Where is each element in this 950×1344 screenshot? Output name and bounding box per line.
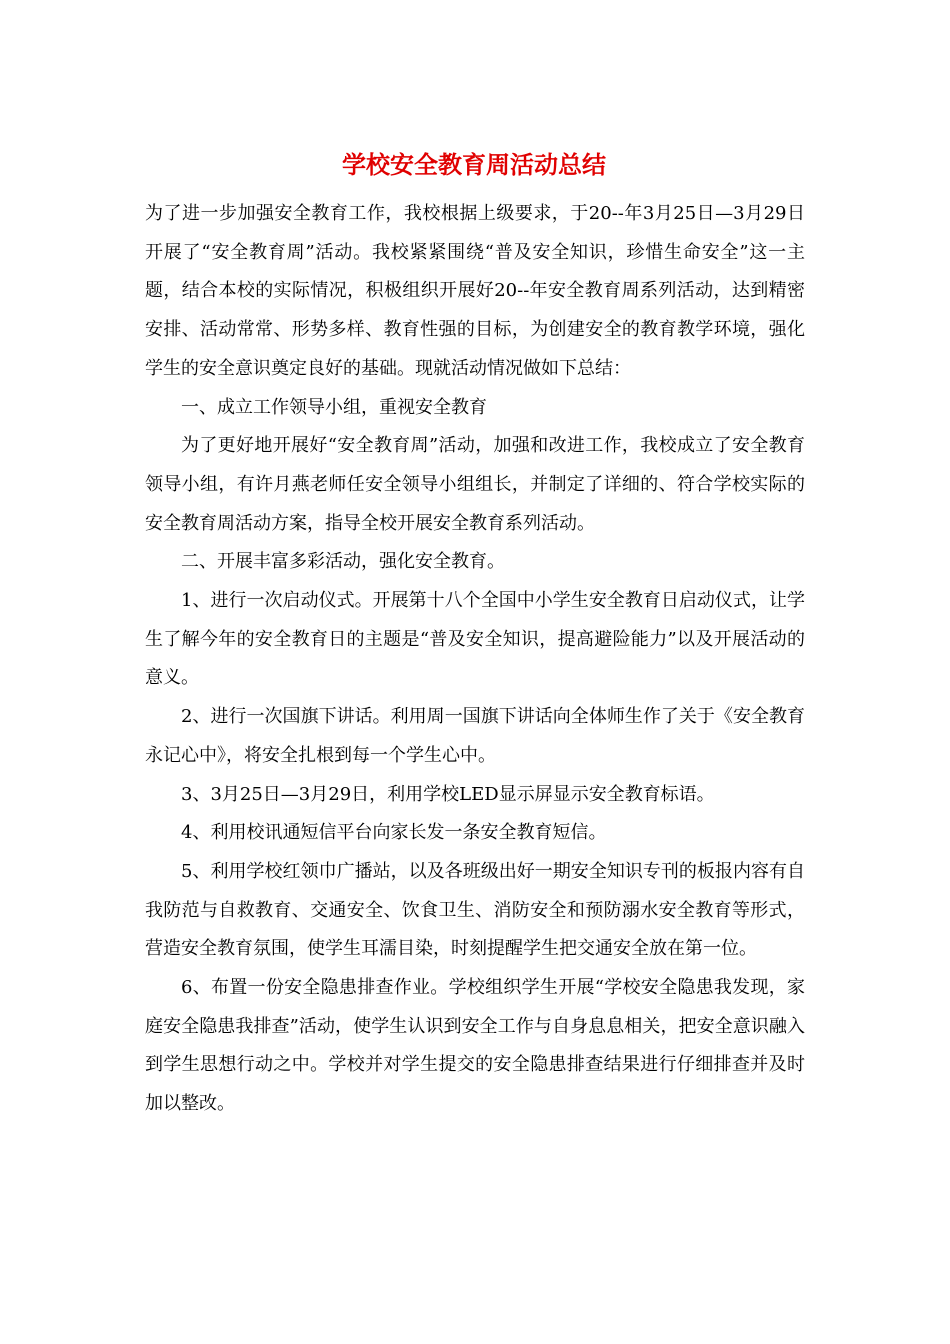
list-item-3: 3、3月25日—3月29日，利用学校LED显示屏显示安全教育标语。 xyxy=(181,783,715,805)
list-item-4: 4、利用校讯通短信平台向家长发一条安全教育短信。 xyxy=(181,822,607,844)
section-heading-1: 一、成立工作领导小组，重视安全教育 xyxy=(181,396,487,418)
list-item-5: 5、利用学校红领巾广播站，以及各班级出好一期安全知识专刊的板报内容有自我防范与自救教育、交通安全、饮食卫生、消防安全和预防溺水安全教育等形式，营造安全教育氛围，使学生耳濡目染，时刻提醒学生把交通安全放在第一位。 xyxy=(145,860,805,960)
paragraph-intro: 为了进一步加强安全教育工作，我校根据上级要求，于20--年3月25日—3月29日开展了“安全教育周”活动。我校紧紧围绕“普及安全知识，珍惜生命安全”这一主题，结合本校的实际情况，积极组织开展好20--年安全教育周系列活动，达到精密安排、活动常常、形势多样、教育性强的目标，为创建安全的教育教学环境，强化学生的安全意识奠定良好的基础。现就活动情况做如下总结： xyxy=(145,203,805,379)
document-title: 学校安全教育周活动总结 xyxy=(342,150,606,179)
section-heading-2: 二、开展丰富多彩活动，强化安全教育。 xyxy=(181,551,505,573)
document-body xyxy=(145,195,805,1124)
list-item-1: 1、进行一次启动仪式。开展第十八个全国中小学生安全教育日启动仪式，让学生了解今年的安全教育日的主题是“普及安全知识，提高避险能力”以及开展活动的意义。 xyxy=(145,590,805,689)
paragraph-leadership: 为了更好地开展好“安全教育周”活动，加强和改进工作，我校成立了安全教育领导小组，有许月燕老师任安全领导小组组长，并制定了详细的、符合学校实际的安全教育周活动方案，指导全校开展安全教育系列活动。 xyxy=(145,435,805,534)
list-item-2: 2、进行一次国旗下讲话。利用周一国旗下讲话向全体师生作了关于《安全教育永记心中》，将安全扎根到每一个学生心中。 xyxy=(145,706,805,766)
list-item-6: 6、布置一份安全隐患排查作业。学校组织学生开展“学校安全隐患我发现，家庭安全隐患我排查”活动，使学生认识到安全工作与自身息息相关，把安全意识融入到学生思想行动之中。学校并对学生提交的安全隐患排查结果进行仔细排查并及时加以整改。 xyxy=(145,977,805,1115)
